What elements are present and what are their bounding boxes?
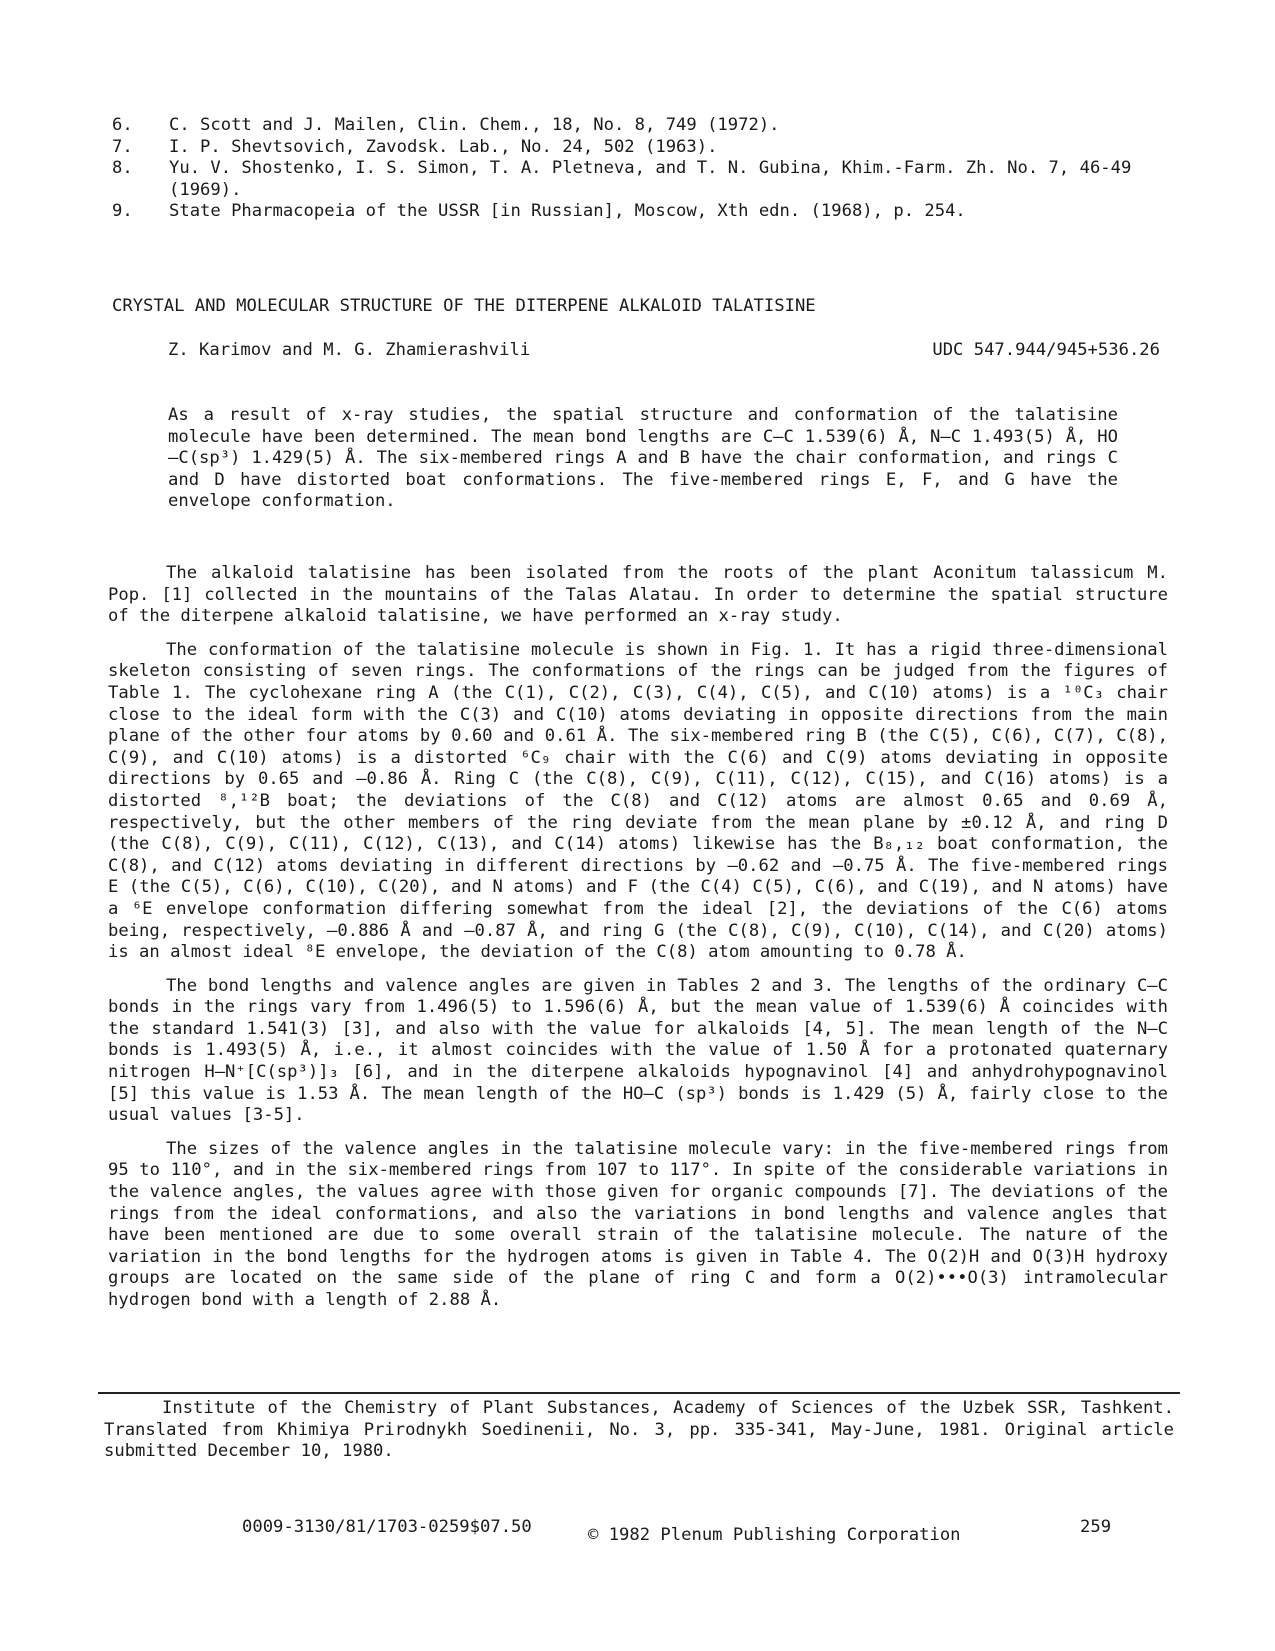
article-title: CRYSTAL AND MOLECULAR STRUCTURE OF THE DITERPENE ALKALOID TALATISINE [112,296,816,316]
reference-number: 6. [112,115,133,135]
reference-text: State Pharmacopeia of the USSR [in Russian], Moscow, Xth edn. (1968), p. 254. [169,201,966,222]
reference-text: Yu. V. Shostenko, I. S. Simon, T. A. Pletneva, and T. N. Gubina, Khim.-Farm. Zh. No. 7, 46-49 (1969). [169,158,1132,200]
article-authors: Z. Karimov and M. G. Zhamierashvili [168,340,531,360]
article-code: 0009-3130/81/1703-0259$07.50 [242,1517,532,1537]
copyright-notice: © 1982 Plenum Publishing Corporation [588,1525,961,1545]
footnote-divider [98,1392,1180,1394]
body-paragraph: The conformation of the talatisine molecule is shown in Fig. 1. It has a rigid three-dimensional skeleton consisting of seven rings. The conformations of the rings can be judged from the figures of Table 1. The cyclohexane ring A (the C(1), C(2), C(3), C(4), C(5), and C(10) atoms) is a ¹⁰C₃ chair close to the ideal form with the C(3) and C(10) atoms deviating in opposite directions from the main plane of the other four atoms by 0.60 and 0.61 Å. The six-membered ring B (the C(5), C(6), C(7), C(8), C(9), and C(10) atoms) is a distorted ⁶C₉ chair with the C(6) and C(9) atoms deviating in opposite directions by 0.65 and —0.86 Å. Ring C (the C(8), C(9), C(11), C(12), C(15), and C(16) atoms) is a distorted ⁸,¹²B boat; the deviations of the C(8) and C(12) atoms are almost 0.65 and 0.69 Å, respectively, but the other members of the ring deviate from the mean plane by ±0.12 Å, and ring D (the C(8), C(9), C(11), C(12), C(13), and C(14) atoms) likewise has the B₈,₁₂ boat conformation, the C(8), and C(12) atoms deviating in different directions by —0.62 and —0.75 Å. The five-membered rings E (the C(5), C(6), C(10), C(20), and N atoms) and F (the C(4) C(5), C(6), and C(19), and N atoms) have a ⁶E envelope conformation differing somewhat from the ideal [2], the deviations of the C(6) atoms being, respectively, —0.886 Å and —0.87 Å, and ring G (the C(8), C(9), C(10), C(14), and C(20) atoms) is an almost ideal ⁸E envelope, the deviation of the C(8) atom amounting to 0.78 Å. [108,639,1168,963]
reference-text: I. P. Shevtsovich, Zavodsk. Lab., No. 24, 502 (1963). [169,136,718,157]
reference-text: C. Scott and J. Mailen, Clin. Chem., 18, No. 8, 749 (1972). [169,115,780,135]
reference-item [112,115,1162,137]
reference-number: 7. [112,136,133,157]
abstract: As a result of x-ray studies, the spatial structure and conformation of the talatisine molecule have been determined. The mean bond lengths are C—C 1.539(6) Å, N—C 1.493(5) Å, HO—C(sp³) 1.429(5) Å. The six-membered rings A and B have the chair conformation, and rings C and D have distorted boat conformations. The five-membered rings E, F, and G have the envelope conformation. [168,405,1118,512]
reference-list [112,115,1162,223]
body-paragraph: The sizes of the valence angles in the talatisine molecule vary: in the five-membered rings from 95 to 110°, and in the six-membered rings from 107 to 117°. In spite of the considerable variations in the valence angles, the values agree with those given for organic compounds [7]. The deviations of the rings from the ideal conformations, and also the variations in bond lengths and valence angles that have been mentioned are due to some overall strain of the talatisine molecule. The nature of the variation in the bond lengths for the hydrogen atoms is given in Table 4. The O(2)H and O(3)H hydroxy groups are located on the same side of the plane of ring C and form a O(2)•••O(3) intramolecular hydrogen bond with a length of 2.88 Å. [108,1138,1168,1310]
reference-number: 8. [112,158,133,179]
reference-item [112,201,1162,223]
udc-code: UDC 547.944/945+536.26 [932,340,1160,360]
article-body [108,563,1168,1324]
reference-number: 9. [112,201,133,222]
page-number: 259 [1080,1517,1112,1537]
affiliation-footnote: Institute of the Chemistry of Plant Substances, Academy of Sciences of the Uzbek SSR, Tashkent. Translated from Khimiya Prirodnykh Soedinenii, No. 3, pp. 335-341, May-June, 1981. Original article submitted December 10, 1980. [104,1398,1174,1462]
body-paragraph: The alkaloid talatisine has been isolated from the roots of the plant Aconitum talassicum M. Pop. [1] collected in the mountains of the Talas Alatau. In order to determine the spatial structure of the diterpene alkaloid talatisine, we have performed an x-ray study. [108,563,1168,627]
reference-item [112,137,1162,159]
reference-item [112,158,1162,201]
body-paragraph: The bond lengths and valence angles are given in Tables 2 and 3. The lengths of the ordinary C—C bonds in the rings vary from 1.496(5) to 1.596(6) Å, but the mean value of 1.539(6) Å coincides with the standard 1.541(3) [3], and also with the value for alkaloids [4, 5]. The mean length of the N—C bonds is 1.493(5) Å, i.e., it almost coincides with the value of 1.50 Å for a protonated quaternary nitrogen H—N⁺[C(sp³)]₃ [6], and in the diterpene alkaloids hypognavinol [4] and anhydrohypognavinol [5] this value is 1.53 Å. The mean length of the HO—C (sp³) bonds is 1.429 (5) Å, fairly close to the usual values [3-5]. [108,975,1168,1126]
